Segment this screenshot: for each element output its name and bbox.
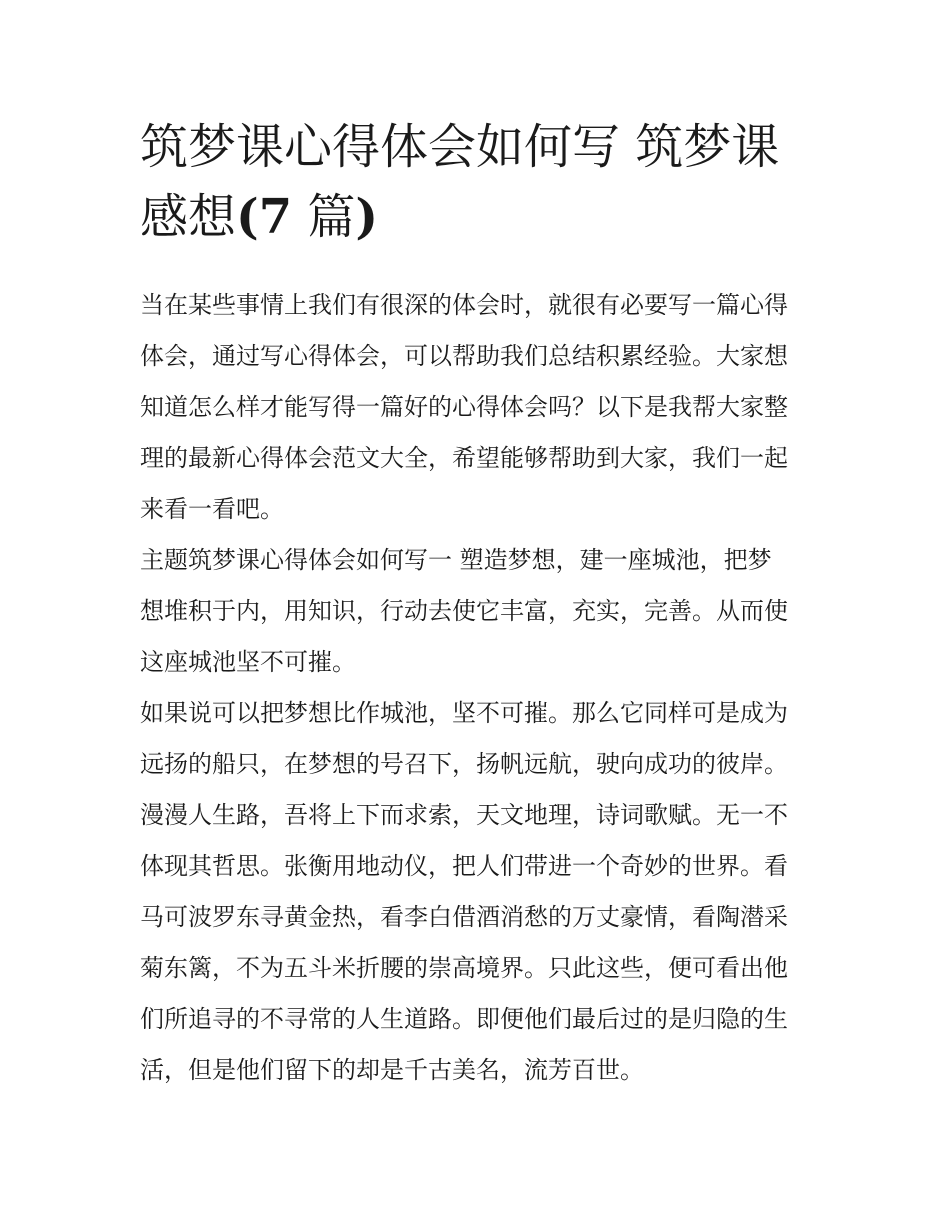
text-line: 漫漫人生路，吾将上下而求索，天文地理，诗词歌赋。无一不: [140, 801, 788, 829]
title-line-2: [140, 182, 812, 252]
paragraph-theme: [140, 535, 812, 688]
title-line-2-close: ): [355, 189, 379, 245]
text-line: 想堆积于内，用知识，行动去使它丰富，充实，完善。从而使: [140, 597, 788, 625]
document-page: [140, 112, 812, 1096]
text-line: 远扬的船只，在梦想的号召下，扬帆远航，驶向成功的彼岸。: [140, 750, 788, 778]
text-line: 理的最新心得体会范文大全，希望能够帮助到大家，我们一起: [140, 444, 788, 472]
text-line: 知道怎么样才能写得一篇好的心得体会吗？以下是我帮大家整: [140, 393, 788, 421]
title-line-2-mid: 篇: [292, 189, 356, 245]
paragraph-dream-city: [140, 688, 812, 1096]
text-line: 活，但是他们留下的却是千古美名，流芳百世。: [140, 1056, 644, 1084]
text-line: 马可波罗东寻黄金热，看李白借酒消愁的万丈豪情，看陶潜采: [140, 903, 788, 931]
title-line-2-bold: (7: [236, 189, 293, 245]
text-line: 体会，通过写心得体会，可以帮助我们总结积累经验。大家想: [140, 342, 788, 370]
paragraph-intro: [140, 280, 812, 535]
text-line: 来看一看吧。: [140, 495, 284, 523]
text-line: 们所追寻的不寻常的人生道路。即便他们最后过的是归隐的生: [140, 1005, 788, 1033]
text-line: 这座城池坚不可摧。: [140, 648, 356, 676]
document-title: [140, 112, 812, 252]
text-line: 当在某些事情上我们有很深的体会时，就很有必要写一篇心得: [140, 291, 788, 319]
text-line: 如果说可以把梦想比作城池，坚不可摧。那么它同样可是成为: [140, 699, 788, 727]
text-line: 主题筑梦课心得体会如何写一 塑造梦想，建一座城池，把梦: [140, 546, 772, 574]
title-line-2-prefix: 感想: [140, 189, 237, 245]
title-line-1: 筑梦课心得体会如何写 筑梦课: [140, 119, 780, 175]
text-line: 菊东篱，不为五斗米折腰的崇高境界。只此这些，便可看出他: [140, 954, 788, 982]
document-body: [140, 280, 812, 1096]
text-line: 体现其哲思。张衡用地动仪，把人们带进一个奇妙的世界。看: [140, 852, 788, 880]
